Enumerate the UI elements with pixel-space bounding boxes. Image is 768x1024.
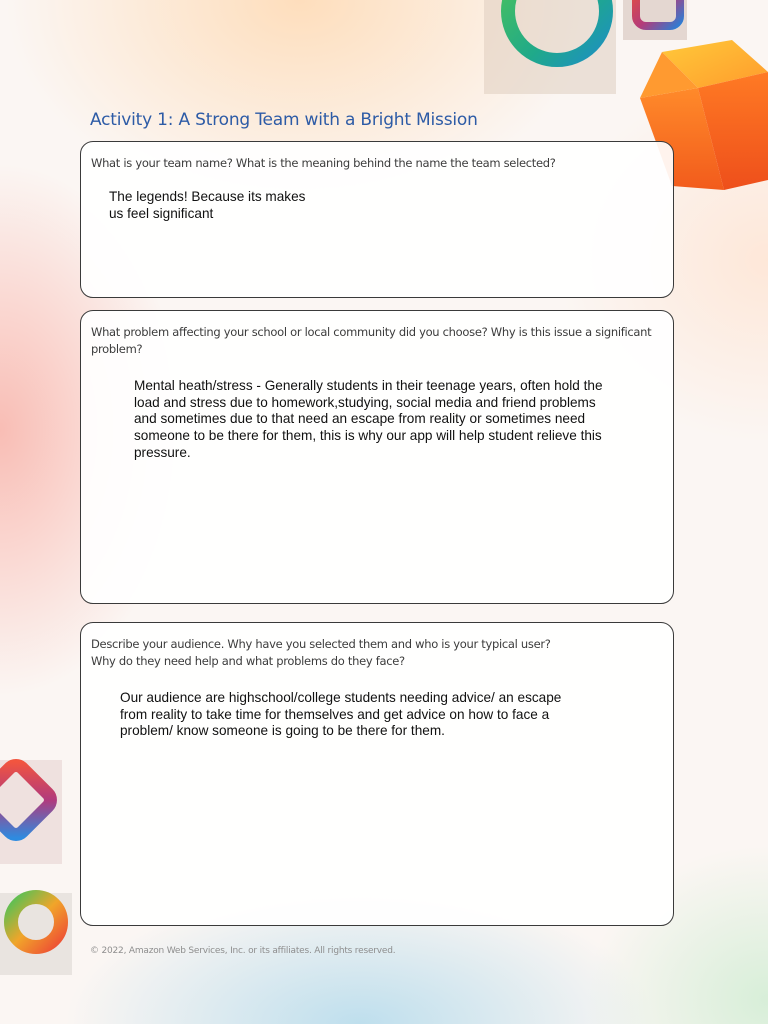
- section-prompt: What is your team name? What is the meaning behind the name the team selected?: [91, 156, 556, 170]
- gradient-ring-icon: [2, 888, 70, 956]
- team-name-section: [80, 141, 674, 298]
- section-prompt: What problem affecting your school or local community did you choose? Why is this issue a significant problem?: [91, 325, 652, 356]
- green-ring-icon: [498, 0, 616, 70]
- copyright-footer: © 2022, Amazon Web Services, Inc. or its affiliates. All rights reserved.: [90, 946, 396, 956]
- page-title: Activity 1: A Strong Team with a Bright Mission: [90, 110, 478, 130]
- problem-section: [80, 310, 674, 604]
- section-prompt: Describe your audience. Why have you selected them and who is your typical user? Why do they need help and what problems do they face?: [91, 637, 551, 668]
- audience-section: [80, 622, 674, 926]
- section-answer[interactable]: Mental heath/stress - Generally students in their teenage years, often hold the load and stress due to homework,studying, social media and friend problems and sometimes due to that need an escape from reality or sometimes need someone to be there for them, this is why our app will help student relieve this pressure.: [134, 378, 603, 460]
- section-answer[interactable]: The legends! Because its makes us feel significant: [109, 189, 306, 221]
- rounded-tile-icon: [630, 0, 686, 30]
- diamond-ring-icon: [0, 754, 62, 846]
- section-answer[interactable]: Our audience are highschool/college students needing advice/ an escape from reality to take time for themselves and get advice on how to face a problem/ know someone is going to be there for them.: [120, 690, 562, 739]
